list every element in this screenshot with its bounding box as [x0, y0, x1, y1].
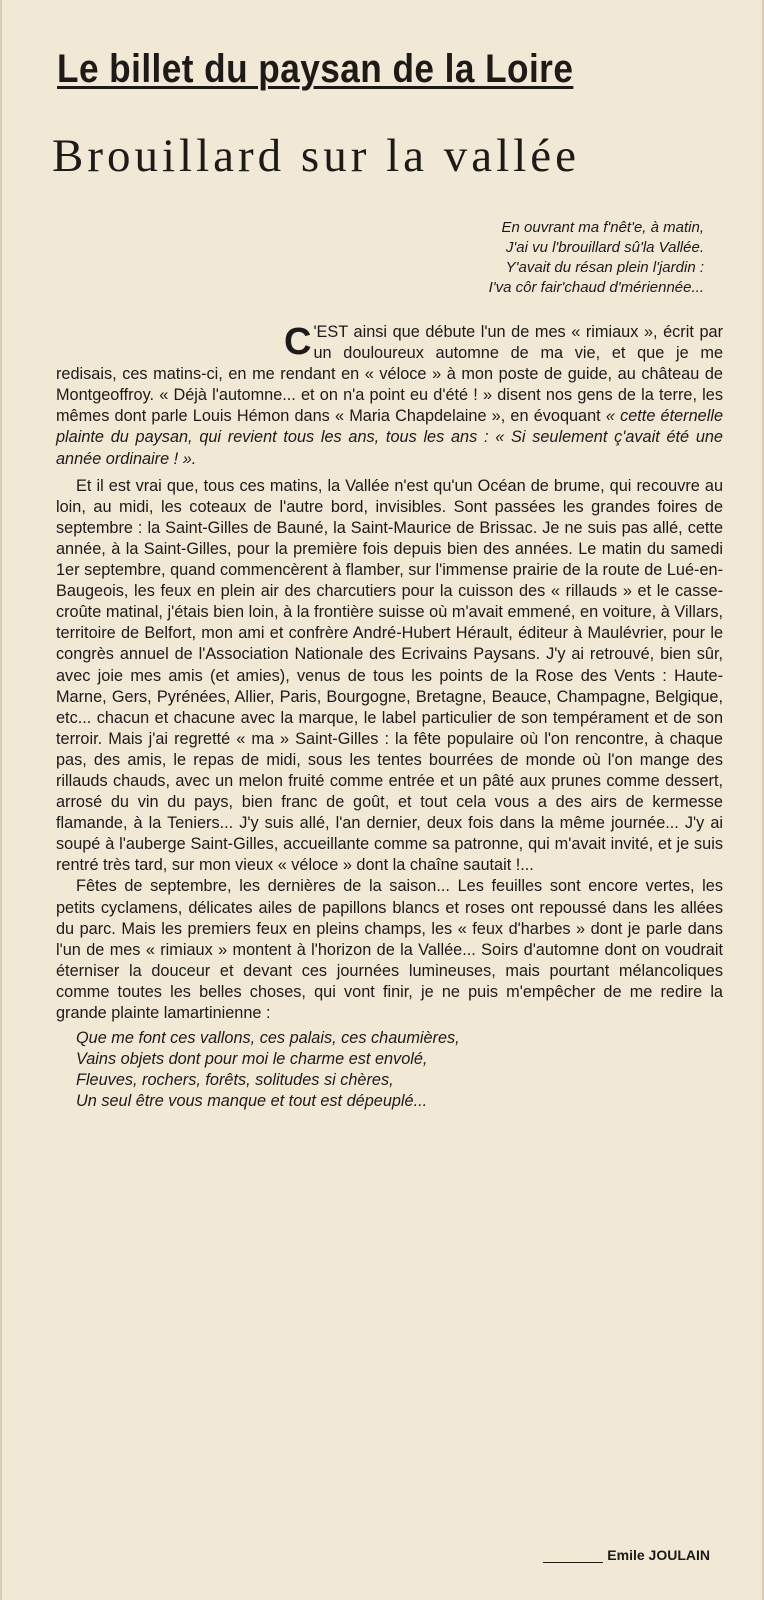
paragraph-text: 'EST ainsi que débute l'un de mes « rimiaux », écrit par un douloureux automne de ma vie, et que je me redisais, ces matins-ci, en me rendant en « véloce » à mon poste de guide, au château de Montgeoffroy. « Déjà l'automne... et on n'a point eu d'été ! » disent nos gens de la terre, les mêmes dont parle Louis Hémon dans « Maria Chapdelaine », en évoquant [56, 323, 723, 426]
paragraph: Fêtes de septembre, les dernières de la saison... Les feuilles sont encore vertes, les petits cyclamens, délicates ailes de papillons blancs et roses ont repoussé dans les allées du parc. Mais les premiers feux en pleins champs, les « feux d'harbes » dont je parle dans l'un de mes « rimiaux » montent à l'horizon de la Vallée... Soirs d'automne dont on voudrait éterniser la douceur et devant ces journées lumineuses, mais pourtant mélancoliques comme toutes les belles choses, qui vont finir, je ne puis m'empêcher de me redire la grande plainte lamartinienne : [56, 877, 723, 1022]
poem-quote [76, 1028, 723, 1112]
poem-line: Vains objets dont pour moi le charme est envolé, [76, 1050, 428, 1069]
author-signature [543, 1547, 710, 1563]
epigraph [364, 218, 704, 298]
epigraph-line: J'ai vu l'brouillard sû'la Vallée. [505, 239, 704, 256]
paragraph [56, 322, 723, 470]
article-headline: Brouillard sur la vallée [52, 130, 580, 182]
epigraph-line: I'va côr fair'chaud d'mériennée... [488, 279, 704, 296]
drop-cap: C [284, 321, 312, 363]
poem-line: Un seul être vous manque et tout est dépeuplé... [76, 1092, 428, 1111]
article-body [56, 322, 723, 1112]
paragraph: Et il est vrai que, tous ces matins, la Vallée n'est qu'un Océan de brume, qui recouvre au loin, au midi, les coteaux de l'autre bord, invisibles. Sont passées les grandes foires de septembre : la Saint-Gilles de Bauné, la Saint-Maurice de Brissac. Je ne suis pas allé, cette année, à la Saint-Gilles, pour la première fois depuis bien des années. Le matin du samedi 1er septembre, quand commencèrent à flamber, sur l'immense prairie de la route de Lué-en-Baugeois, les feux en plein air des charcutiers pour la cuisson des « rillauds » et le casse-croûte matinal, j'étais bien loin, à la frontière suisse où m'avait emmené, en voiture, à Villars, territoire de Belfort, mon ami et confrère André-Hubert Hérault, éditeur à Maulévrier, pour le congrès annuel de l'Association Nationale des Ecrivains Paysans. J'y ai retrouvé, bien sûr, avec joie mes amis (et amies), venus de tous les points de la Rose des Vents : Haute-Marne, Gers, Pyrénées, Allier, Paris, Bourgogne, Bretagne, Beauce, Champagne, Belgique, etc... chacun et chacune avec la marque, le label particulier de son tempérament et de son terroir. Mais j'ai regretté « ma » Saint-Gilles : la fête populaire où l'on rencontre, à chaque pas, des amis, le repas de midi, sous les tentes bourrées de monde où l'on mange des rillauds chauds, avec un melon fruité comme entrée et un pâté aux prunes comme dessert, arrosé du vin du pays, bien franc de goût, et tout cela vous a des airs de kermesse flamande, à la Teniers... J'y suis allé, l'an dernier, deux fois dans la même journée... J'y ai soupé à l'auberge Saint-Gilles, accueillante comme sa patronne, qui m'avait invité, et je suis rentré très tard, sur mon vieux « véloce » dont la chaîne sautait !... [56, 476, 723, 875]
epigraph-line: En ouvrant ma f'nêt'e, à matin, [501, 219, 704, 236]
author-name: Emile JOULAIN [607, 1547, 710, 1563]
signature-rule [543, 1552, 603, 1563]
epigraph-line: Y'avait du résan plein l'jardin : [505, 259, 704, 276]
quotation: « cette éternelle plainte du paysan, qui revient tous les ans, tous les ans : « Si seulement ç'avait été une année ordinaire ! ». [56, 407, 723, 468]
column-kicker: Le billet du paysan de la Loire [57, 47, 574, 91]
poem-line: Fleuves, rochers, forêts, solitudes si chères, [76, 1071, 394, 1090]
poem-line: Que me font ces vallons, ces palais, ces chaumières, [76, 1029, 460, 1048]
